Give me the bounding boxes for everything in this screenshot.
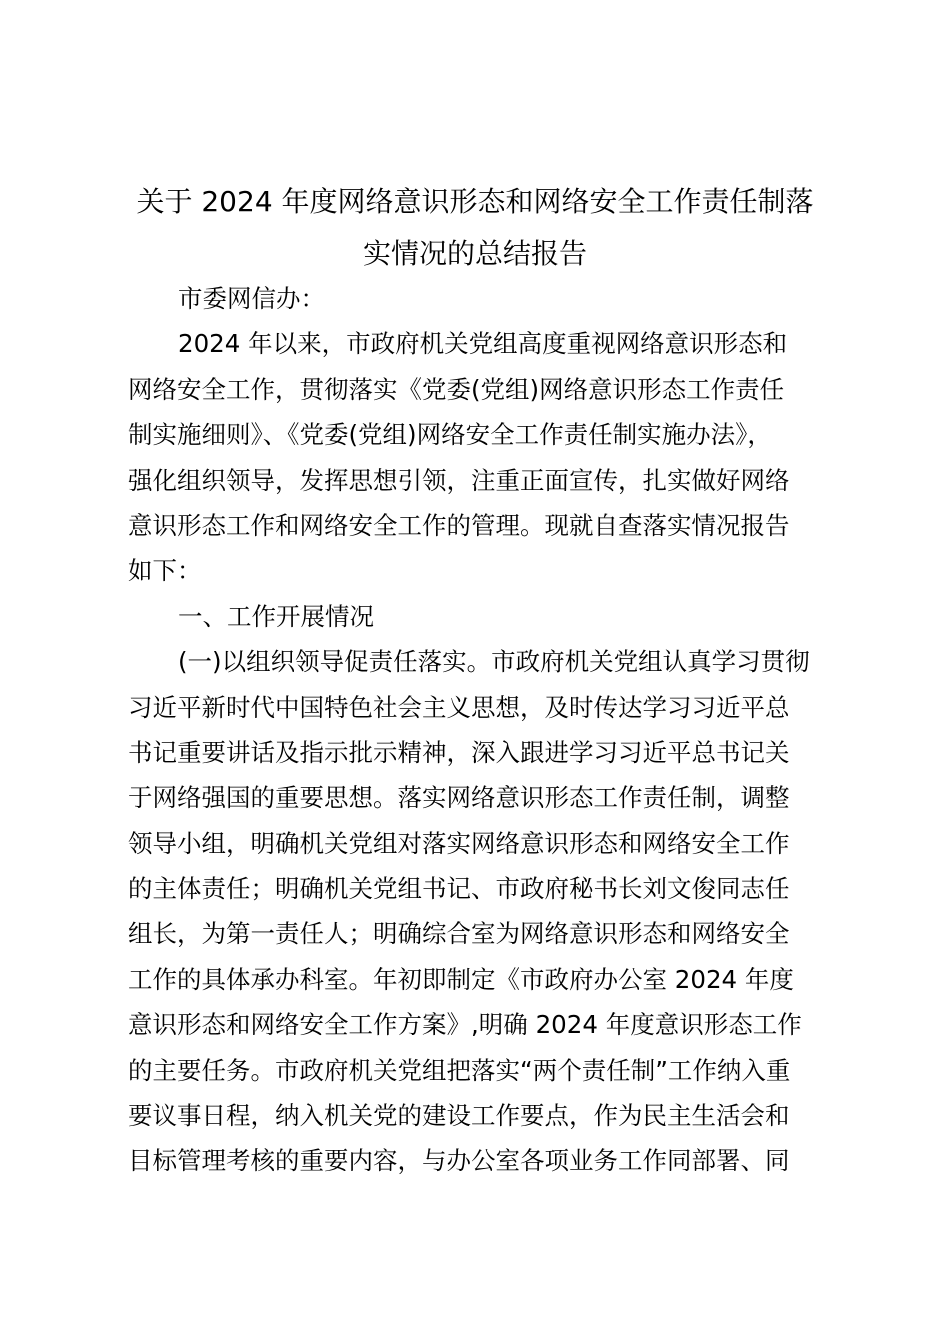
paragraph-2-line-9: 意识形态和网络安全工作方案》,明确 2024 年度意识形态工作 xyxy=(128,1010,802,1040)
title-line-1: 关于 2024 年度网络意识形态和网络安全工作责任制落 xyxy=(136,185,814,218)
paragraph-1-line-2: 网络安全工作，贯彻落实《党委(党组)网络意识形态工作责任 xyxy=(128,374,785,404)
paragraph-1-line-3: 制实施细则》、《党委(党组)网络安全工作责任制实施办法》， xyxy=(128,420,772,450)
paragraph-1-line-5: 意识形态工作和网络安全工作的管理。现就自查落实情况报告 xyxy=(128,510,790,540)
paragraph-2-line-5: 领导小组，明确机关党组对落实网络意识形态和网络安全工作 xyxy=(128,828,790,858)
title-line-2: 实情况的总结报告 xyxy=(362,237,587,270)
document-title xyxy=(118,176,832,280)
paragraph-2-line-1: (一)以组织领导促责任落实。市政府机关党组认真学习贯彻 xyxy=(178,647,810,677)
paragraph-1-line-1: 2024 年以来，市政府机关党组高度重视网络意识形态和 xyxy=(178,329,788,359)
paragraph-2-line-3: 书记重要讲话及指示批示精神，深入跟进学习习近平总书记关 xyxy=(128,737,790,767)
document-body xyxy=(128,276,828,1184)
paragraph-2-line-11: 要议事日程，纳入机关党的建设工作要点，作为民主生活会和 xyxy=(128,1101,790,1131)
paragraph-2-line-6: 的主体责任；明确机关党组书记、市政府秘书长刘文俊同志任 xyxy=(128,874,790,904)
section-1-heading: 一、工作开展情况 xyxy=(178,601,374,631)
paragraph-2-line-2: 习近平新时代中国特色社会主义思想，及时传达学习习近平总 xyxy=(128,692,790,722)
paragraph-1-line-6: 如下： xyxy=(128,556,202,586)
salutation: 市委网信办： xyxy=(178,284,325,313)
paragraph-1-line-4: 强化组织领导，发挥思想引领，注重正面宣传，扎实做好网络 xyxy=(128,465,790,495)
paragraph-2-line-4: 于网络强国的重要思想。落实网络意识形态工作责任制，调整 xyxy=(128,783,790,813)
paragraph-2-line-7: 组长，为第一责任人；明确综合室为网络意识形态和网络安全 xyxy=(128,919,790,949)
paragraph-2-line-8: 工作的具体承办科室。年初即制定《市政府办公室 2024 年度 xyxy=(128,964,794,994)
paragraph-2-line-12: 目标管理考核的重要内容，与办公室各项业务工作同部署、同 xyxy=(128,1146,790,1176)
paragraph-2-line-10: 的主要任务。市政府机关党组把落实“两个责任制”工作纳入重 xyxy=(128,1055,791,1085)
